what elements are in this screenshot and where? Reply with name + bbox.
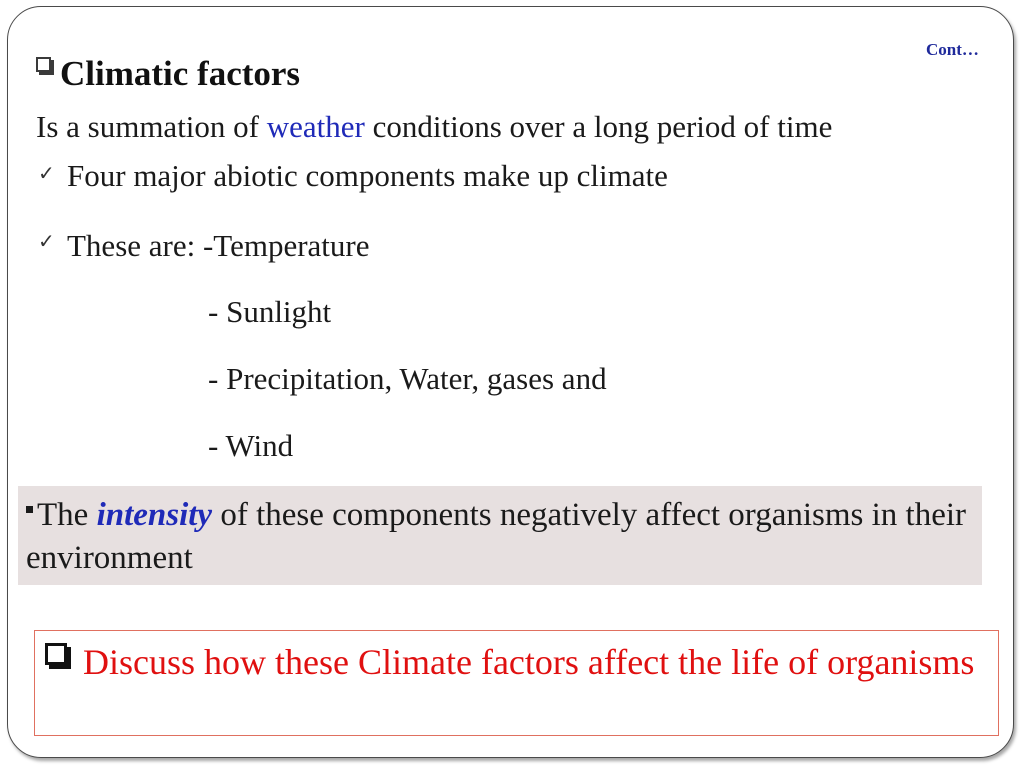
small-square-icon (26, 506, 33, 513)
question-text: Discuss how these Climate factors affect the life of organisms (83, 642, 975, 682)
sub-item: - Sunlight (208, 294, 332, 329)
definition-suffix: conditions over a long period of time (364, 109, 833, 144)
highlight-text (26, 494, 976, 580)
sub-item: - Precipitation, Water, gases and (208, 361, 607, 396)
continued-label: Cont… (926, 40, 979, 59)
definition-highlight: weather (266, 109, 365, 144)
checkmark-icon: ✓ (38, 161, 55, 185)
sub-item: - Wind (208, 428, 294, 463)
checkmark-icon: ✓ (38, 229, 55, 253)
highlight-emphasis: intensity (96, 497, 213, 533)
question-line (45, 639, 985, 685)
definition-line (36, 109, 832, 145)
highlight-box (18, 486, 982, 585)
highlight-prefix: The (37, 497, 97, 533)
square-outline-icon (36, 57, 56, 77)
slide-heading (36, 53, 300, 95)
definition-prefix: Is a summation of (36, 109, 267, 144)
bullet-item: These are: -Temperature (67, 228, 370, 263)
bullet-item: Four major abiotic components make up climate (67, 158, 668, 193)
highlight-suffix: of these components negatively affect organisms in their environment (26, 497, 967, 576)
square-outline-icon (45, 643, 73, 671)
heading-text: Climatic factors (60, 54, 301, 93)
question-box (34, 630, 999, 736)
